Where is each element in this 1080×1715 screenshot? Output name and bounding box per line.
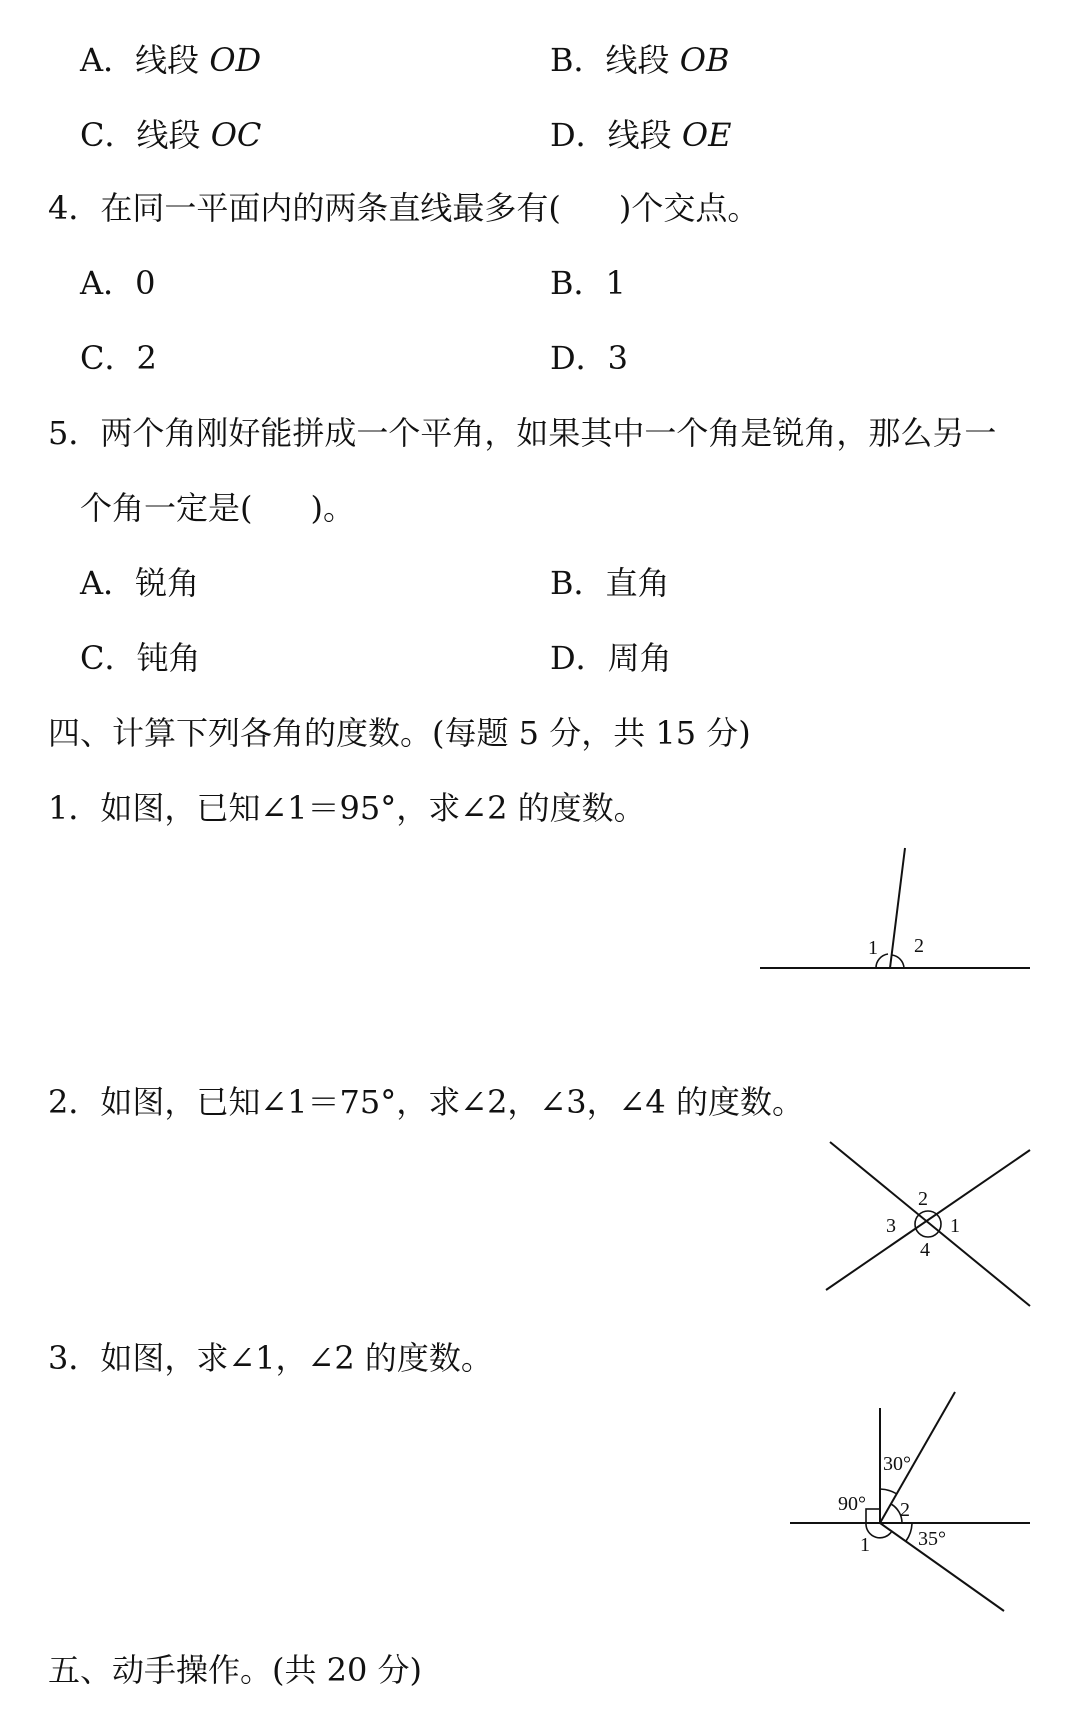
figure-3-right-angle-mark [866, 1509, 880, 1523]
option-letter: D． [550, 116, 608, 154]
q4-option-a: A．0 [80, 264, 156, 302]
figure-3-label-35: 35° [918, 1528, 946, 1550]
figure-3-label-30: 30° [883, 1453, 911, 1475]
section-4-problem-3-stem: 3．如图，求∠1，∠2 的度数。 [48, 1339, 493, 1377]
q5-option-c: C．钝角 [80, 639, 201, 677]
section-4-problem-1-stem: 1．如图，已知∠1＝95°，求∠2 的度数。 [48, 789, 646, 827]
figure-1-label-1: 1 [868, 937, 878, 959]
q4-option-c: C．2 [80, 339, 157, 377]
option-letter: C． [80, 116, 137, 154]
q3-option-a: A．线段 OD [80, 41, 262, 79]
q5-stem-line2: 个角一定是( )。 [80, 489, 355, 527]
q5-option-b: B．直角 [550, 564, 670, 602]
option-letter: B． [550, 41, 606, 79]
section-4-heading: 四、计算下列各角的度数。(每题 5 分，共 15 分) [48, 714, 751, 752]
section-4-problem-2-stem: 2．如图，已知∠1＝75°，求∠2，∠3，∠4 的度数。 [48, 1083, 804, 1121]
figure-2-label-2: 2 [918, 1188, 928, 1210]
figure-3-label-1: 1 [860, 1534, 870, 1556]
q3-option-c: C．线段 OC [80, 116, 262, 154]
q5-option-a: A．锐角 [80, 564, 200, 602]
section-5-heading: 五、动手操作。(共 20 分) [48, 1651, 423, 1689]
figure-3-label-2: 2 [900, 1499, 910, 1521]
figure-2-label-1: 1 [950, 1215, 960, 1237]
q4-option-d: D．3 [550, 339, 629, 377]
figure-3-label-90: 90° [838, 1493, 866, 1515]
q5-option-d: D．周角 [550, 639, 672, 677]
q3-option-b: B．线段 OB [550, 41, 730, 79]
figure-1-label-2: 2 [914, 935, 924, 957]
q4-stem: 4．在同一平面内的两条直线最多有( )个交点。 [48, 189, 760, 227]
q4-option-b: B．1 [550, 264, 626, 302]
figure-2-label-4: 4 [920, 1239, 930, 1261]
option-letter: A． [80, 41, 136, 79]
figure-2-label-3: 3 [886, 1215, 896, 1237]
q5-stem-line1: 5．两个角刚好能拼成一个平角，如果其中一个角是锐角，那么另一 [48, 414, 997, 452]
figure-3-arc-30 [880, 1489, 897, 1494]
figure-3-arc-35 [906, 1523, 912, 1541]
q3-option-d: D．线段 OE [550, 116, 732, 154]
